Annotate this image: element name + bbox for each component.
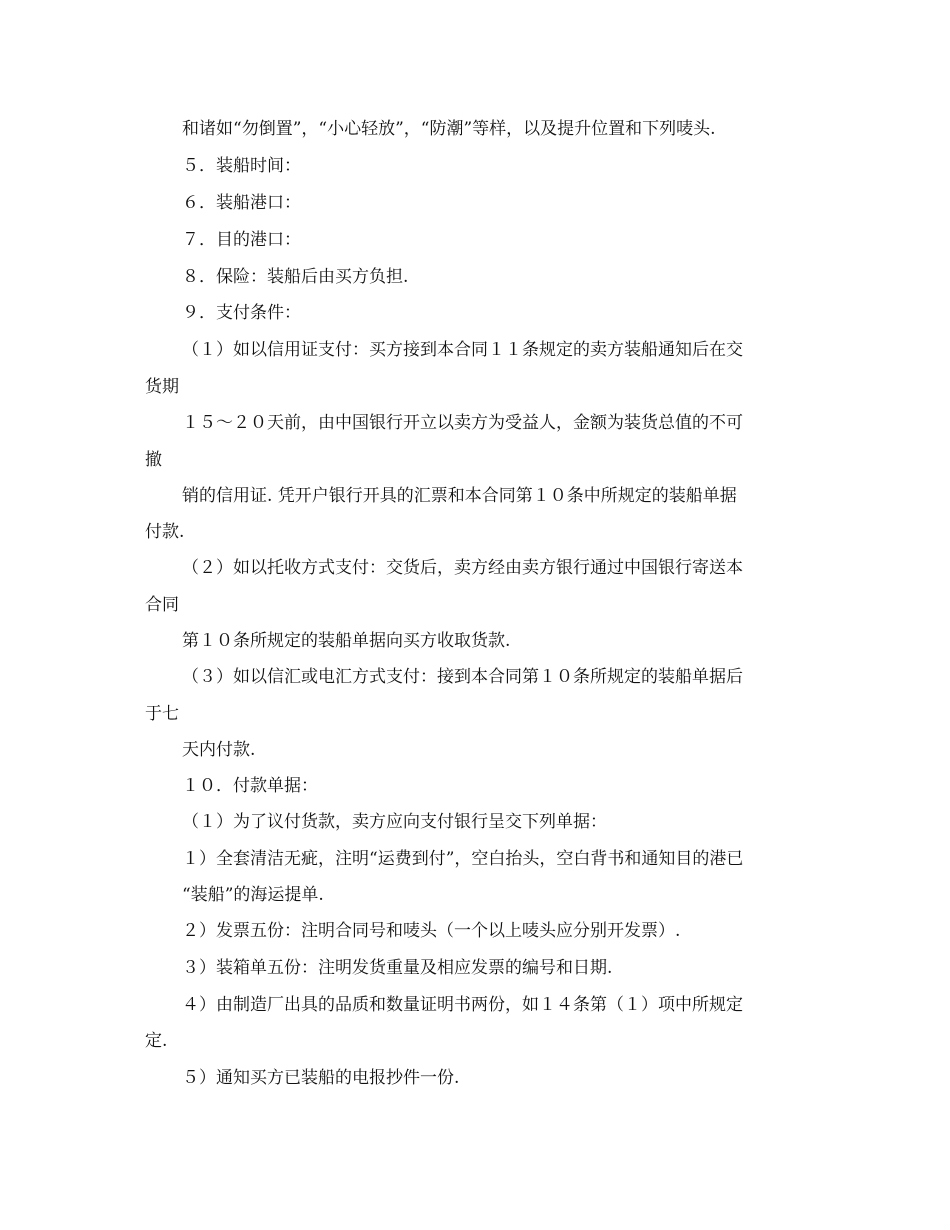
text-line: （２）如以托收方式支付：交货后，卖方经由卖方银行通过中国银行寄送本	[182, 558, 743, 578]
text-line: １）全套清洁无疵，注明“运费到付”，空白抬头，空白背书和通知目的港已	[182, 849, 744, 869]
text-line: （１）如以信用证支付：买方接到本合同１１条规定的卖方装船通知后在交	[182, 340, 743, 360]
text-line: ８．保险：装船后由买方负担.	[182, 267, 409, 287]
text-line: ５）通知买方已装船的电报抄件一份.	[182, 1068, 460, 1088]
text-line: 于七	[145, 704, 179, 724]
text-line: 销的信用证. 凭开户银行开具的汇票和本合同第１０条中所规定的装船单据	[182, 486, 737, 506]
text-line: ４）由制造厂出具的品质和数量证明书两份，如１４条第（１）项中所规定	[182, 995, 743, 1015]
text-line: １０．付款单据：	[182, 776, 318, 796]
text-line: （１）为了议付货款，卖方应向支付银行呈交下列单据：	[182, 812, 607, 832]
text-line: ６．装船港口：	[182, 193, 301, 213]
text-line: ２）发票五份：注明合同号和唛头（一个以上唛头应分别开发票）.	[182, 921, 681, 941]
text-line: 付款.	[145, 522, 185, 542]
text-line: （３）如以信汇或电汇方式支付：接到本合同第１０条所规定的装船单据后	[182, 667, 743, 687]
text-line: 天内付款.	[182, 740, 256, 760]
text-line: ９．支付条件：	[182, 303, 301, 323]
text-line: 和诸如“勿倒置”，“小心轻放”，“防潮”等样，以及提升位置和下列唛头.	[182, 119, 716, 139]
text-line: ５．装船时间：	[182, 156, 301, 176]
text-line: 定.	[145, 1031, 168, 1051]
text-line: 撤	[145, 450, 162, 470]
text-line: 合同	[145, 595, 179, 615]
text-line: ３）装箱单五份：注明发货重量及相应发票的编号和日期.	[182, 958, 613, 978]
text-line: “装船”的海运提单.	[182, 885, 324, 905]
text-line: １５～２０天前，由中国银行开立以卖方为受益人，金额为装货总值的不可	[182, 413, 743, 433]
text-line: 第１０条所规定的装船单据向买方收取货款.	[182, 631, 511, 651]
text-line: 货期	[145, 377, 179, 397]
text-line: ７．目的港口：	[182, 230, 301, 250]
